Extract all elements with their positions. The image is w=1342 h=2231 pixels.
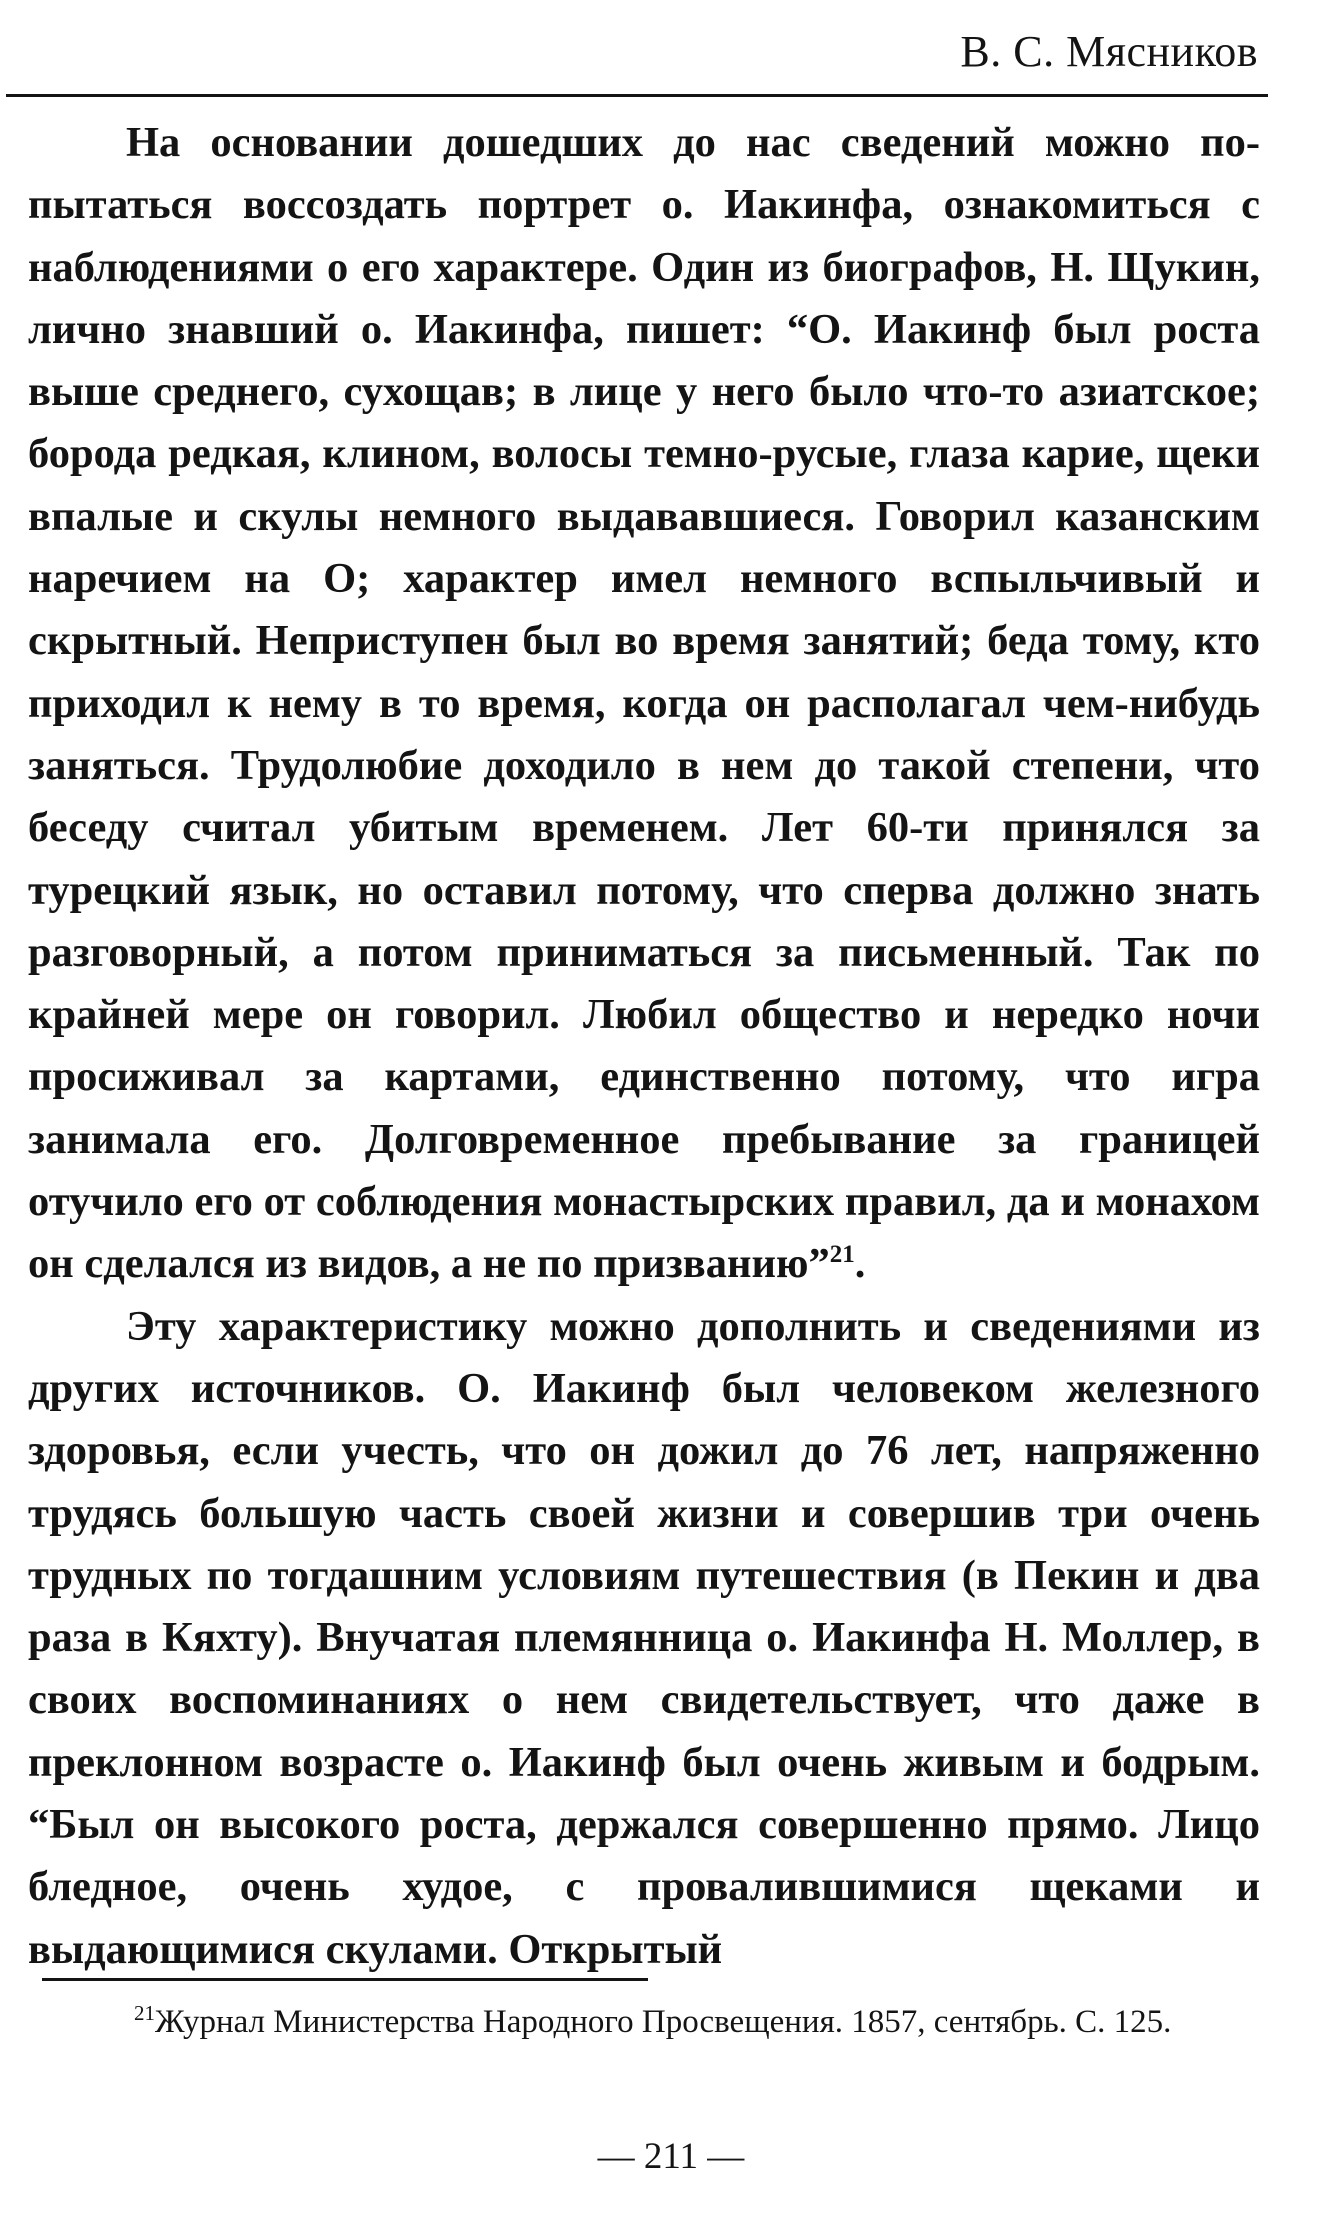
paragraph [28,112,1260,1296]
footnote-number: 21 [134,2001,155,2025]
paragraph-text: Эту характеристику можно дополнить и сведениями из других источников. О. Иакинф был человеком железного здоровья, если учесть, что он дожил до 76 лет, напряженно трудясь большую часть своей жизни и совершив три очень трудных по тогдашним условиям путешествия (в Пекин и два раза в Кяхту). Внучатая племянница о. Иакинфа Н. Моллер, в своих воспоминаниях о нем свидетельствует, что даже в преклонном возрасте о. Иакинф был очень живым и бодрым. “Был он высокого роста, держался совершенно прямо. Лицо бледное, очень худое, с провалившимися щеками и выдающимися скулами. Открытый [28,1302,1260,1973]
footnote [28,1998,1260,2046]
running-head: В. С. Мясников [960,27,1258,76]
footnote-paragraph [28,1998,1260,2046]
main-text [28,112,1260,1981]
page-number: — 211 — [597,2136,745,2177]
paragraph-text: На основании дошедших до нас сведений можно попытаться воссоздать портрет о. Иакинфа, ознакомиться с наблюдениями о его характере. Один из биографов, Н. Щукин, лично знавший о. Иакинфа, пишет: “О. Иакинф был роста выше среднего, сухощав; в лице у него было что-то азиатское; борода редкая, клином, волосы темно-русые, глаза карие, щеки впалые и скулы немного выдававшиеся. Говорил казанским наречием на О; характер имел немного вспыльчивый и скрытный. Неприступен был во время занятий; беда тому, кто приходил к нему в то время, когда он располагал чем-нибудь заняться. Трудолюбие доходило в нем до такой степени, что беседу считал убитым временем. Лет 60-ти принялся за турецкий язык, но оставил потому, что сперва должно знать разговорный, а потом приниматься за письменный. Так по крайней мере он говорил. Любил общество и нередко ночи просиживал за картами, единственно потому, что игра занимала его. Долговременное пребывание за границей отучило его от соблюдения монастырских правил, да и монахом он сделался из видов, а не по призванию” [28,119,1260,1288]
paragraph [28,1296,1260,1981]
paragraph-end: . [854,1240,866,1288]
footnote-text: Журнал Министерства Народного Просвещения. 1857, сентябрь. С. 125. [155,2004,1172,2040]
header-rule [6,94,1268,97]
footnote-rule [42,1978,648,1981]
footnote-reference: 21 [829,1241,855,1269]
